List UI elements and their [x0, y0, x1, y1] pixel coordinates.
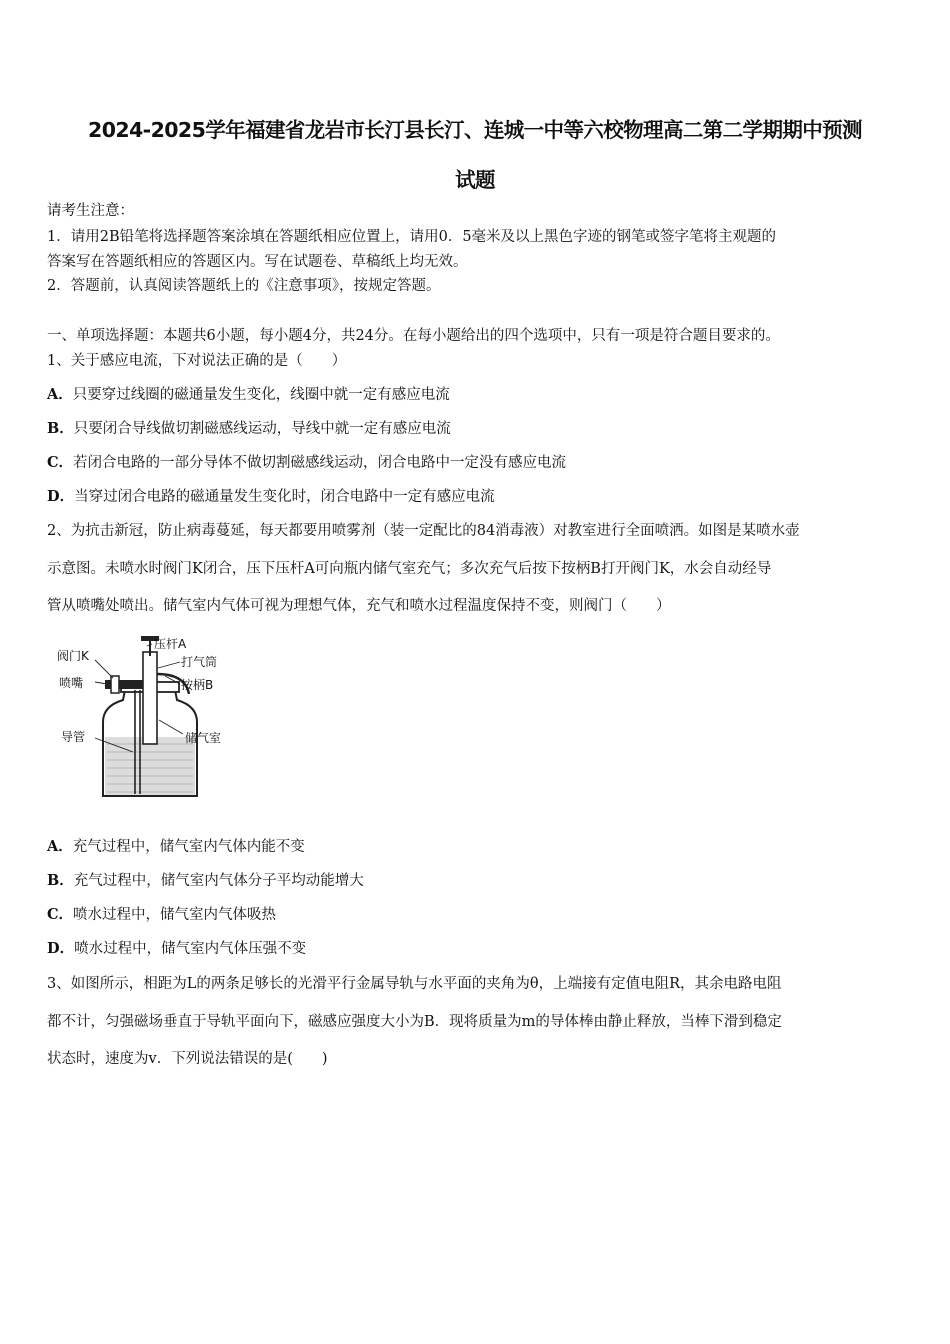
question-1-option-b [47, 420, 451, 438]
option-letter: D． [47, 940, 75, 957]
section-heading: 一、单项选择题：本题共6小题，每小题4分，共24分。在每小题给出的四个选项中，只有一项是符合题目要求的。 [47, 328, 780, 344]
valve-k [111, 676, 119, 693]
question-1-option-d [47, 488, 495, 506]
notice-item-2: 2．答题前，认真阅读答题纸上的《注意事项》，按规定答题。 [47, 278, 441, 294]
question-3-stem-line-1: 3、如图所示，相距为L的两条足够长的光滑平行金属导轨与水平面的夹角为θ，上端接有定值电阻R，其余电路电阻 [47, 976, 782, 992]
option-text: 喷水过程中，储气室内气体压强不变 [74, 941, 307, 957]
option-text: 喷水过程中，储气室内气体吸热 [73, 907, 277, 923]
label-handle: 按柄B [181, 678, 214, 692]
option-text: 若闭合电路的一部分导体不做切割磁感线运动，闭合电路中一定没有感应电流 [73, 455, 567, 471]
leader-lines [95, 644, 183, 752]
option-text: 只要穿过线圈的磁通量发生变化，线圈中就一定有感应电流 [72, 387, 450, 403]
option-letter: B． [47, 872, 74, 889]
pump-cylinder [143, 652, 157, 744]
question-3-stem-line-2: 都不计，匀强磁场垂直于导轨平面向下，磁感应强度大小为B．现将质量为m的导体棒由静止释放，当棒下滑到稳定 [47, 1014, 782, 1030]
question-2-stem-line-3: 管从喷嘴处喷出。储气室内气体可视为理想气体，充气和喷水过程温度保持不变，则阀门（ ） [47, 598, 671, 614]
option-letter: C． [47, 906, 74, 923]
option-text: 只要闭合导线做切割磁感线运动，导线中就一定有感应电流 [73, 421, 451, 437]
notice-item-1-continued: 答案写在答题纸相应的答题区内。写在试题卷、草稿纸上均无效。 [47, 254, 468, 270]
option-text: 当穿过闭合电路的磁通量发生变化时，闭合电路中一定有感应电流 [74, 489, 495, 505]
question-2-option-c [47, 906, 276, 924]
label-rod: 压杆A [154, 637, 187, 651]
option-letter: A． [47, 386, 73, 403]
spray-bottle-diagram [55, 634, 245, 804]
question-3-stem-line-3: 状态时，速度为v．下列说法错误的是( ) [47, 1051, 328, 1067]
option-letter: C． [47, 454, 74, 471]
option-letter: B． [47, 420, 74, 437]
question-1-stem: 1、关于感应电流，下对说法正确的是（ ） [47, 353, 347, 369]
label-pump: 打气筒 [181, 655, 218, 669]
question-2-option-b [47, 872, 364, 890]
question-1-option-c [47, 454, 566, 472]
option-text: 充气过程中，储气室内气体内能不变 [72, 839, 305, 855]
question-2-option-a [47, 838, 305, 856]
option-letter: A． [47, 838, 73, 855]
label-valve: 阀门K [57, 649, 89, 663]
question-2-stem-line-2: 示意图。未喷水时阀门K闭合，压下压杆A可向瓶内储气室充气；多次充气后按下按柄B打开阀门K，水会自动经导 [47, 561, 772, 577]
question-2-stem-line-1: 2、为抗击新冠，防止病毒蔓延，每天都要用喷雾剂（装一定配比的84消毒液）对教室进行全面喷洒。如图是某喷水壶 [47, 523, 800, 539]
question-1-option-a [47, 386, 450, 404]
notice-item-1: 1．请用2B铅笔将选择题答案涂填在答题纸相应位置上，请用0．5毫米及以上黑色字迹的钢笔或签字笔将主观题的 [47, 229, 777, 245]
label-chamber: 储气室 [185, 731, 222, 745]
option-text: 充气过程中，储气室内气体分子平均动能增大 [73, 873, 364, 889]
option-letter: D． [47, 488, 75, 505]
liquid-region [105, 737, 195, 795]
notice-heading: 请考生注意： [47, 203, 134, 219]
question-2-option-d [47, 940, 306, 958]
page-title: 2024-2025学年福建省龙岩市长汀县长汀、连城一中等六校物理高二第二学期期中预测 [88, 118, 862, 142]
page-title-continued: 试题 [455, 168, 495, 192]
label-nozzle: 喷嘴 [59, 676, 84, 690]
label-tube: 导管 [61, 730, 86, 744]
